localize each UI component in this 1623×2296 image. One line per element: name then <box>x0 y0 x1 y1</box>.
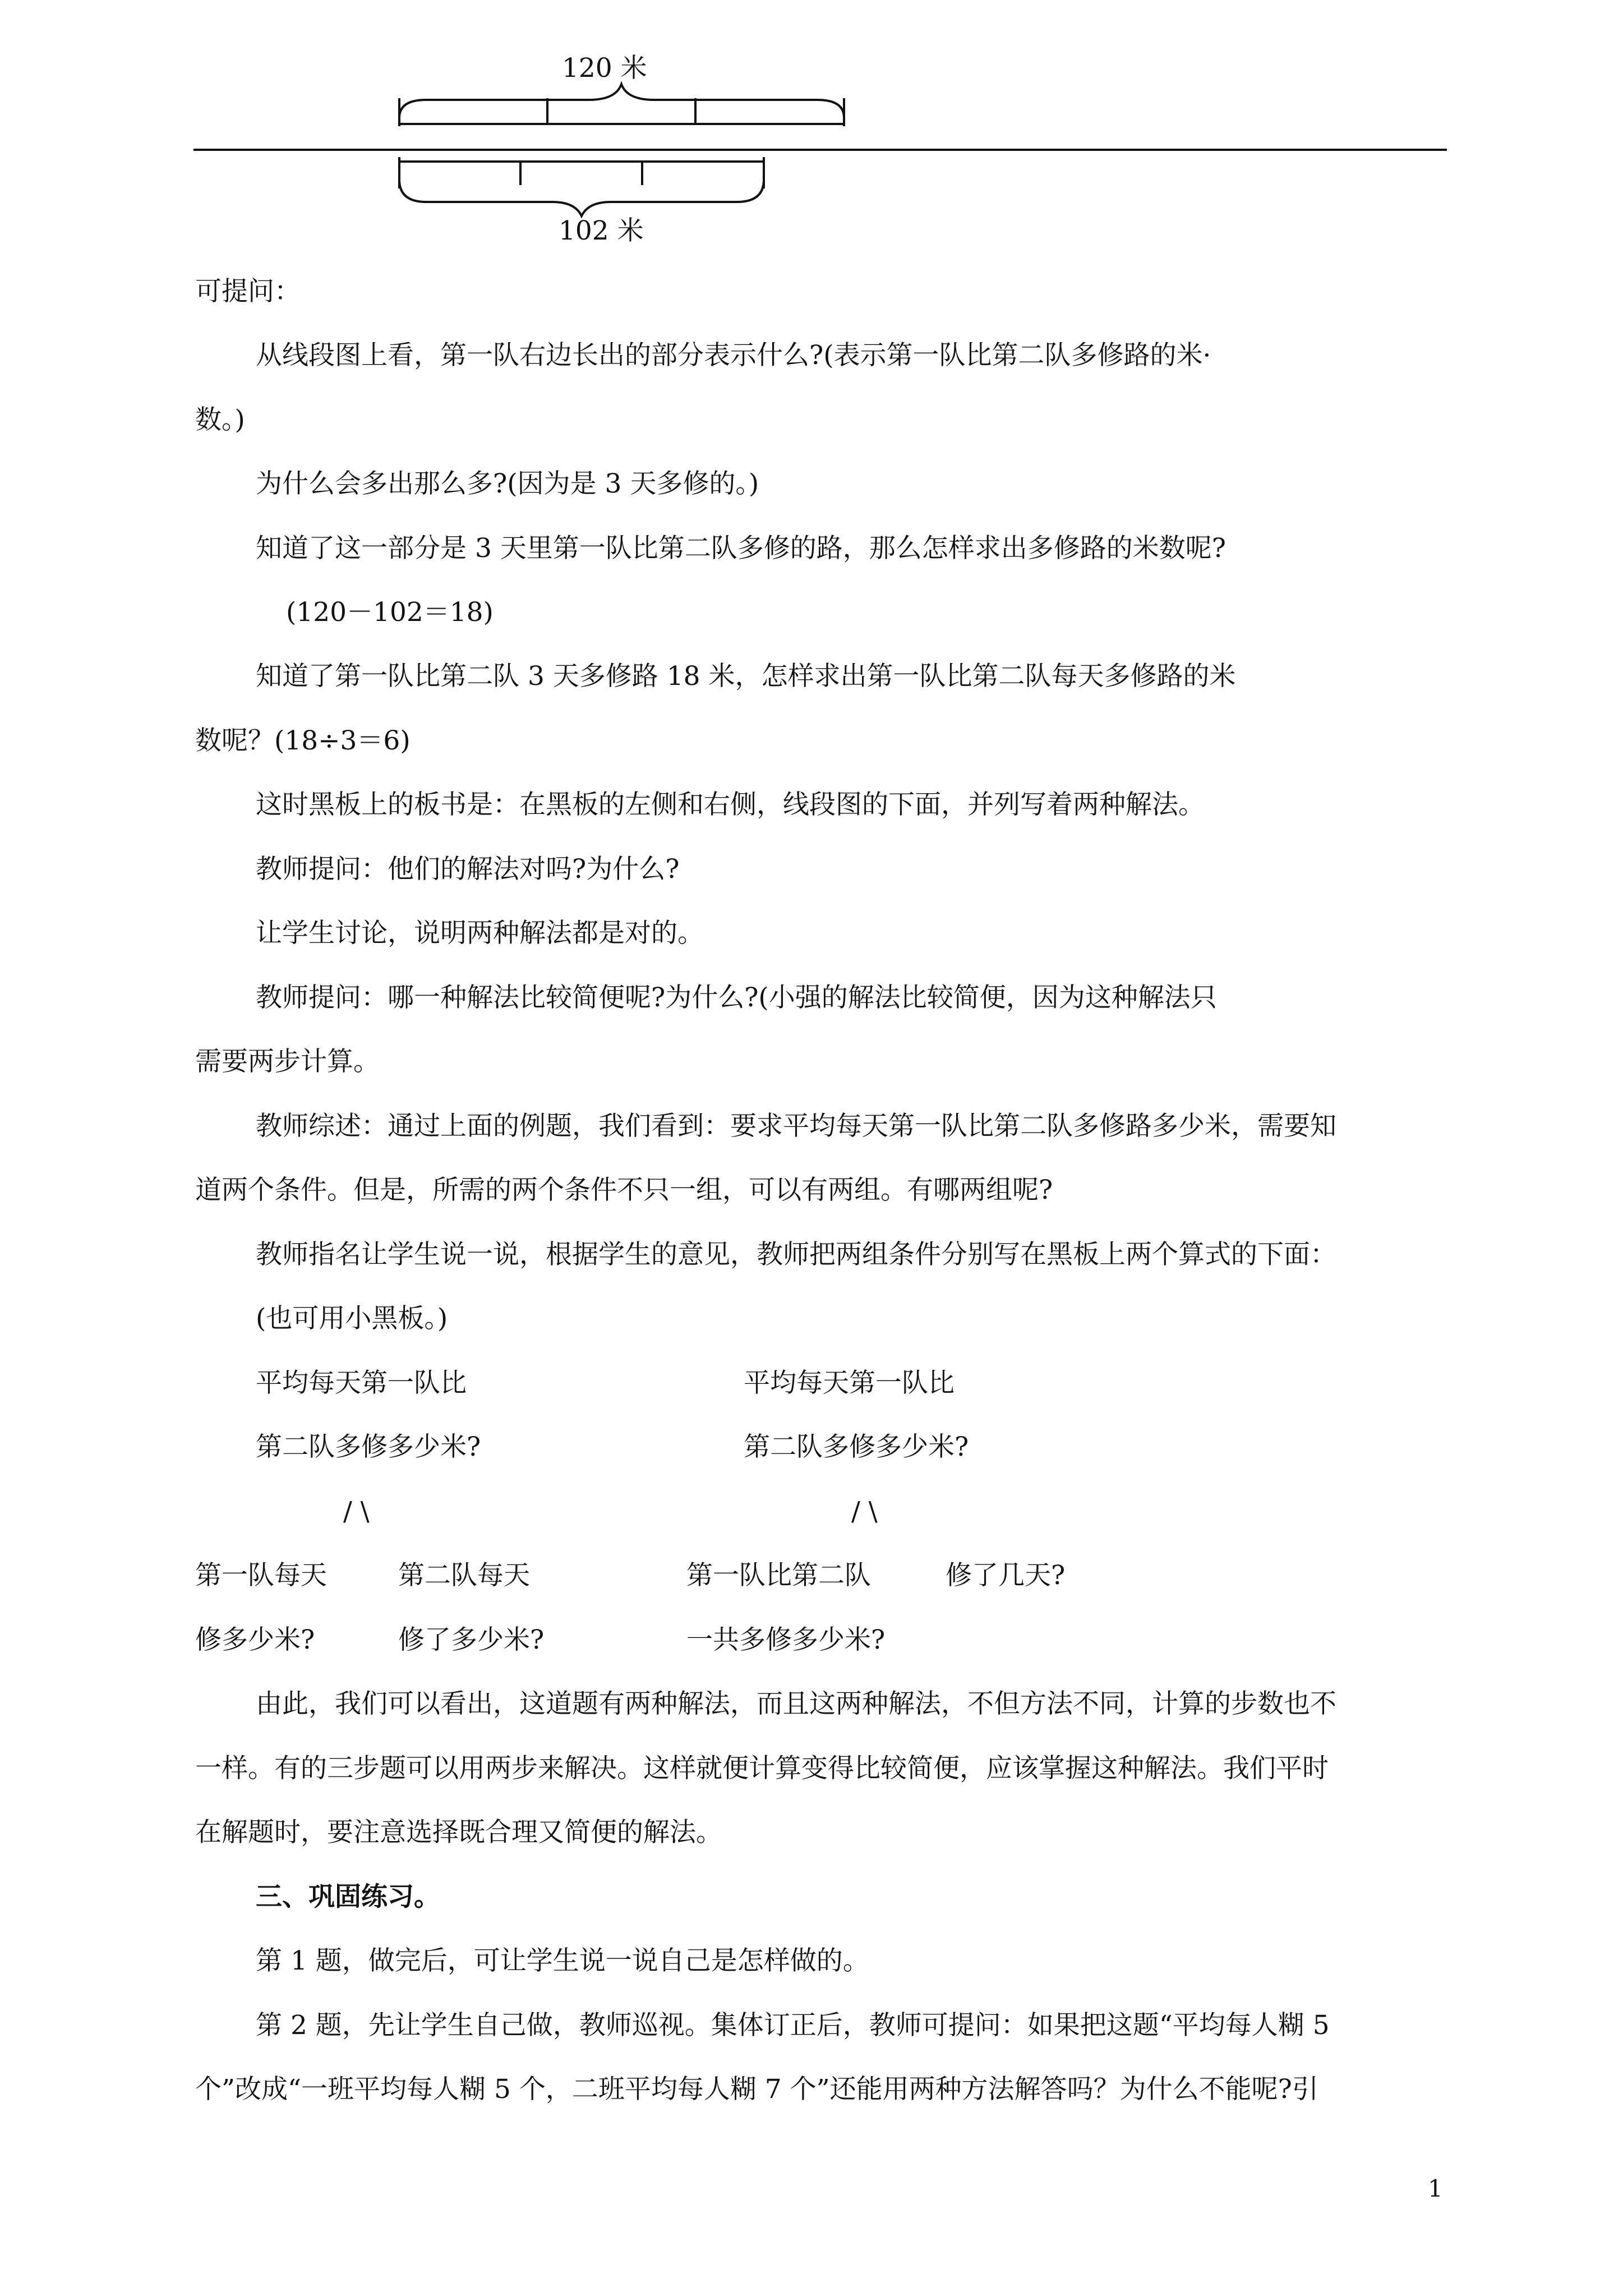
condition-3-line1: 第一队比第二队 <box>686 1560 871 1591</box>
text-line: 让学生讨论，说明两种解法都是对的。 <box>256 918 704 949</box>
text-line: 教师提问：哪一种解法比较简便呢?为什么?(小强的解法比较简便，因为这种解法只 <box>256 982 1217 1013</box>
right-question-line2: 第二队多修多少米? <box>744 1432 969 1462</box>
text-line: 知道了第一队比第二队 3 天多修路 18 米，怎样求出第一队比第二队每天多修路的米 <box>256 661 1236 692</box>
text-line: 教师提问：他们的解法对吗?为什么? <box>256 854 680 885</box>
text-line: 数呢？(18÷3＝6) <box>195 725 411 756</box>
page-number: 1 <box>1428 2175 1443 2202</box>
formula-line: (120－102＝18) <box>286 597 494 628</box>
text-line: 数。) <box>195 404 245 435</box>
section-heading: 三、巩固练习。 <box>256 1881 440 1912</box>
segment-diagram <box>0 0 1623 269</box>
text-line: 个”改成“一班平均每人糊 5 个，二班平均每人糊 7 个”还能用两种方法解答吗？为什么不能呢?引 <box>195 2074 1318 2105</box>
condition-2-line2: 修了多少米? <box>398 1625 545 1655</box>
condition-2-line1: 第二队每天 <box>398 1560 530 1591</box>
text-line: 需要两步计算。 <box>195 1046 380 1077</box>
text-line: 在解题时，要注意选择既合理又简便的解法。 <box>195 1817 722 1848</box>
right-branch-lines: / \ <box>851 1496 878 1527</box>
condition-3-line2: 一共多修多少米? <box>686 1625 886 1655</box>
first-team-segment <box>399 84 844 126</box>
bottom-length-label: 102 米 <box>559 215 644 246</box>
text-line: 为什么会多出那么多?(因为是 3 天多修的。) <box>256 468 759 499</box>
right-question-line1: 平均每天第一队比 <box>744 1368 955 1398</box>
condition-4-line1: 修了几天? <box>946 1560 1066 1591</box>
text-line: 第 2 题，先让学生自己做，教师巡视。集体订正后，教师可提问：如果把这题“平均每人糊 5 <box>256 2010 1330 2041</box>
text-line: 可提问： <box>195 276 301 307</box>
left-question-line2: 第二队多修多少米? <box>256 1432 481 1462</box>
text-line: 由此，我们可以看出，这道题有两种解法，而且这两种解法，不但方法不同，计算的步数也不 <box>256 1688 1336 1719</box>
top-length-label: 120 米 <box>562 53 647 84</box>
left-question-line1: 平均每天第一队比 <box>256 1368 467 1398</box>
text-line: 第 1 题，做完后，可让学生说一说自己是怎样做的。 <box>256 1945 869 1976</box>
text-line: 这时黑板上的板书是：在黑板的左侧和右侧，线段图的下面，并列写着两种解法。 <box>256 789 1205 820</box>
text-line: (也可用小黑板。) <box>256 1303 448 1334</box>
text-line: 道两个条件。但是，所需的两个条件不只一组，可以有两组。有哪两组呢? <box>195 1175 1053 1205</box>
condition-1-line1: 第一队每天 <box>195 1560 327 1591</box>
second-team-segment <box>399 157 764 216</box>
text-line: 教师指名让学生说一说，根据学生的意见，教师把两组条件分别写在黑板上两个算式的下面： <box>256 1239 1336 1270</box>
text-line: 教师综述：通过上面的例题，我们看到：要求平均每天第一队比第二队多修路多少米，需要知 <box>256 1111 1336 1142</box>
left-branch-lines: / \ <box>343 1496 370 1527</box>
text-line: 从线段图上看，第一队右边长出的部分表示什么?(表示第一队比第二队多修路的米· <box>256 340 1211 371</box>
text-line: 一样。有的三步题可以用两步来解决。这样就便计算变得比较简便，应该掌握这种解法。我们平时 <box>195 1753 1329 1784</box>
condition-1-line2: 修多少米? <box>195 1625 315 1655</box>
text-line: 知道了这一部分是 3 天里第一队比第二队多修的路，那么怎样求出多修路的米数呢? <box>256 533 1226 564</box>
